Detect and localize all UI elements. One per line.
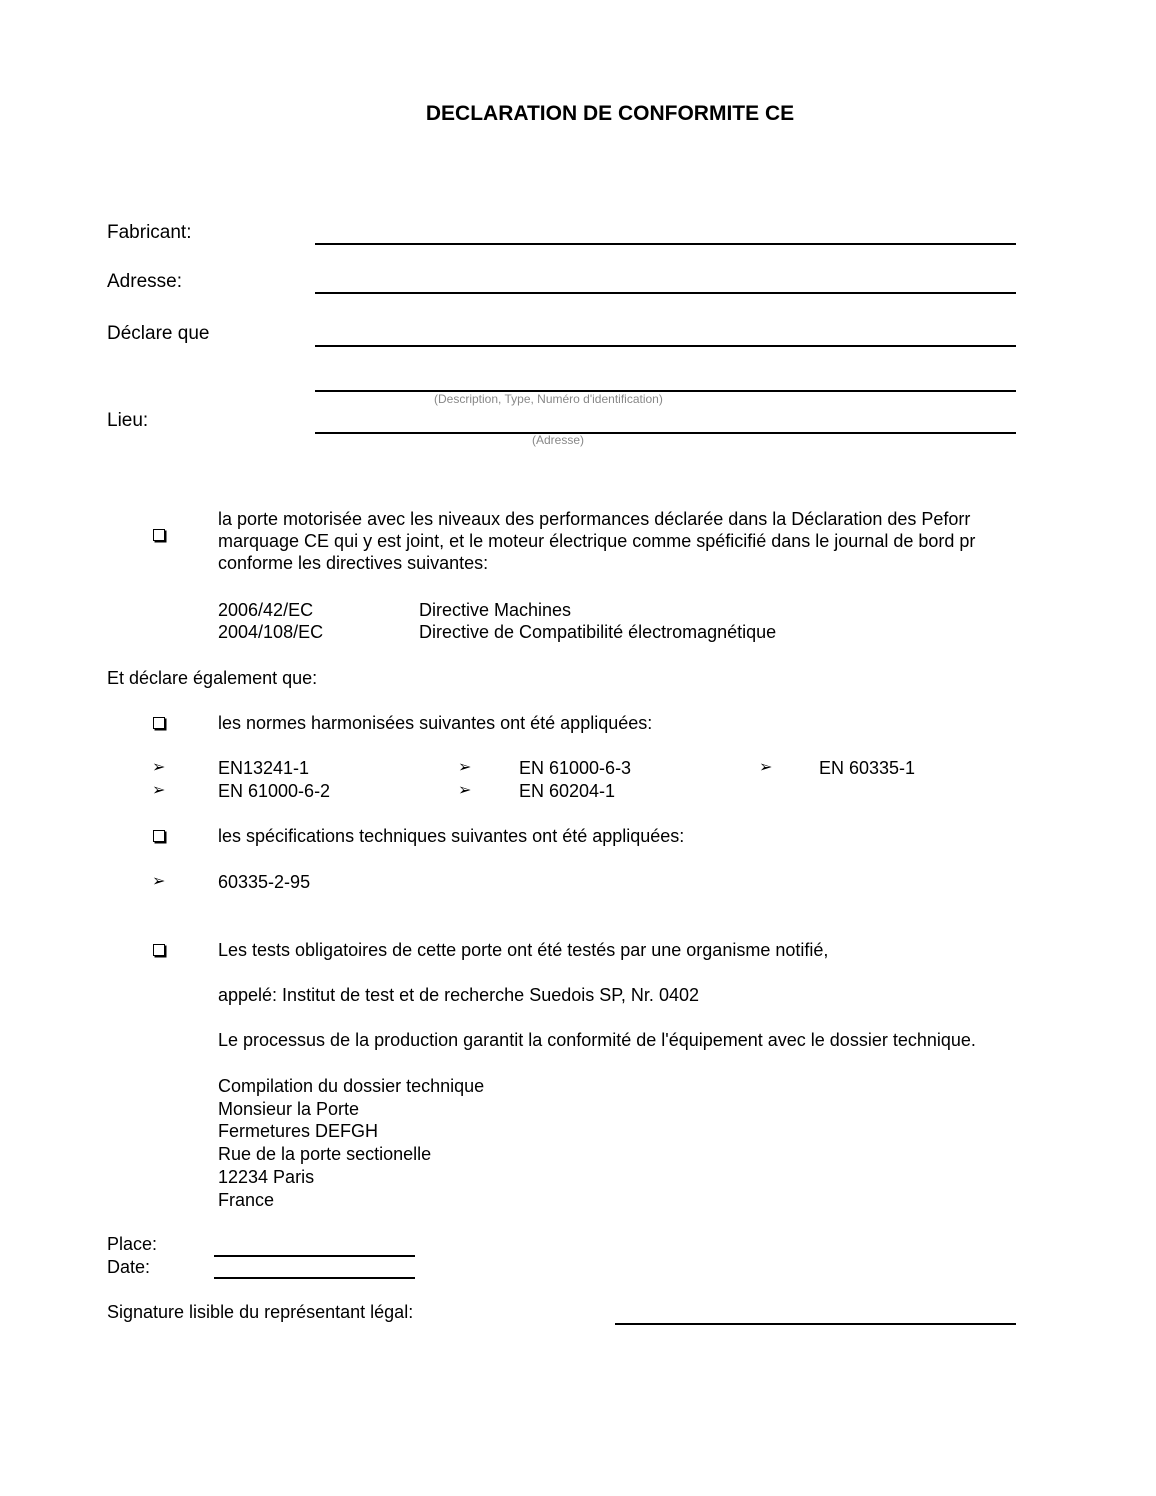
adresse-caption: (Adresse) [532, 433, 585, 447]
compilation-block [218, 1075, 484, 1211]
section1-text [218, 508, 1016, 574]
directive-name: Directive de Compatibilité électromagnétique [419, 622, 777, 642]
arrow-bullet-icon: ➢ [152, 873, 166, 890]
text-line: marquage CE qui y est joint, et le moteur électrique comme spéficifié dans le journal de bord pr [218, 531, 976, 551]
called-text: appelé: Institut de test et de recherche Suedois SP, Nr. 0402 [218, 985, 699, 1005]
fabricant-field[interactable] [315, 243, 1016, 245]
fabricant-label: Fabricant: [107, 222, 192, 243]
norm: EN 61000-6-3 [519, 758, 632, 778]
signature-label: Signature lisible du représentant légal: [107, 1302, 414, 1322]
declare-que-label: Déclare que [107, 323, 210, 344]
description-caption: (Description, Type, Numéro d'identification) [434, 392, 663, 406]
directive-code: 2006/42/EC [218, 600, 314, 620]
checkbox-icon [153, 717, 165, 729]
directive-code: 2004/108/EC [218, 622, 324, 642]
spec: 60335-2-95 [218, 872, 311, 892]
description-field[interactable] [315, 390, 1016, 392]
adresse-label: Adresse: [107, 271, 182, 292]
norm: EN 60335-1 [819, 758, 916, 778]
arrow-bullet-icon: ➢ [458, 782, 472, 799]
directive-name: Directive Machines [419, 600, 572, 620]
adresse-field[interactable] [315, 292, 1016, 294]
arrow-bullet-icon: ➢ [152, 759, 166, 776]
signature-field[interactable] [615, 1323, 1016, 1325]
compilation-line: France [218, 1189, 275, 1210]
checkbox-icon [153, 944, 165, 956]
compilation-line: Compilation du dossier technique [218, 1076, 485, 1096]
tests-text: Les tests obligatoires de cette porte ont été testés par une organisme notifié, [218, 940, 829, 960]
arrow-bullet-icon: ➢ [152, 782, 166, 799]
compilation-line: 12234 Paris [218, 1166, 315, 1187]
place-field[interactable] [214, 1255, 415, 1257]
specs-heading: les spécifications techniques suivantes ont été appliquées: [218, 826, 685, 846]
norm: EN 61000-6-2 [218, 781, 331, 801]
norms-heading: les normes harmonisées suivantes ont été appliquées: [218, 713, 653, 733]
place-label: Place: [107, 1234, 158, 1254]
arrow-bullet-icon: ➢ [458, 759, 472, 776]
lieu-label: Lieu: [107, 410, 149, 431]
checkbox-icon [153, 529, 165, 541]
date-label: Date: [107, 1257, 151, 1277]
process-text: Le processus de la production garantit la conformité de l'équipement avec le dossier technique. [218, 1030, 976, 1050]
compilation-line: Rue de la porte sectionelle [218, 1144, 432, 1165]
norm: EN 60204-1 [519, 781, 616, 801]
also-declares: Et déclare également que: [107, 668, 318, 688]
date-field[interactable] [214, 1277, 415, 1279]
text-line: la porte motorisée avec les niveaux des performances déclarée dans la Déclaration des Peforr [218, 509, 971, 529]
lieu-field[interactable] [315, 432, 1016, 434]
page-title: DECLARATION DE CONFORMITE CE [425, 102, 795, 125]
text-line: conforme les directives suivantes: [218, 553, 489, 573]
compilation-line: Monsieur la Porte [218, 1098, 360, 1119]
checkbox-icon [153, 830, 165, 842]
norm: EN13241-1 [218, 758, 310, 778]
compilation-line: Fermetures DEFGH [218, 1121, 379, 1142]
declare-que-field[interactable] [315, 345, 1016, 347]
arrow-bullet-icon: ➢ [759, 759, 773, 776]
